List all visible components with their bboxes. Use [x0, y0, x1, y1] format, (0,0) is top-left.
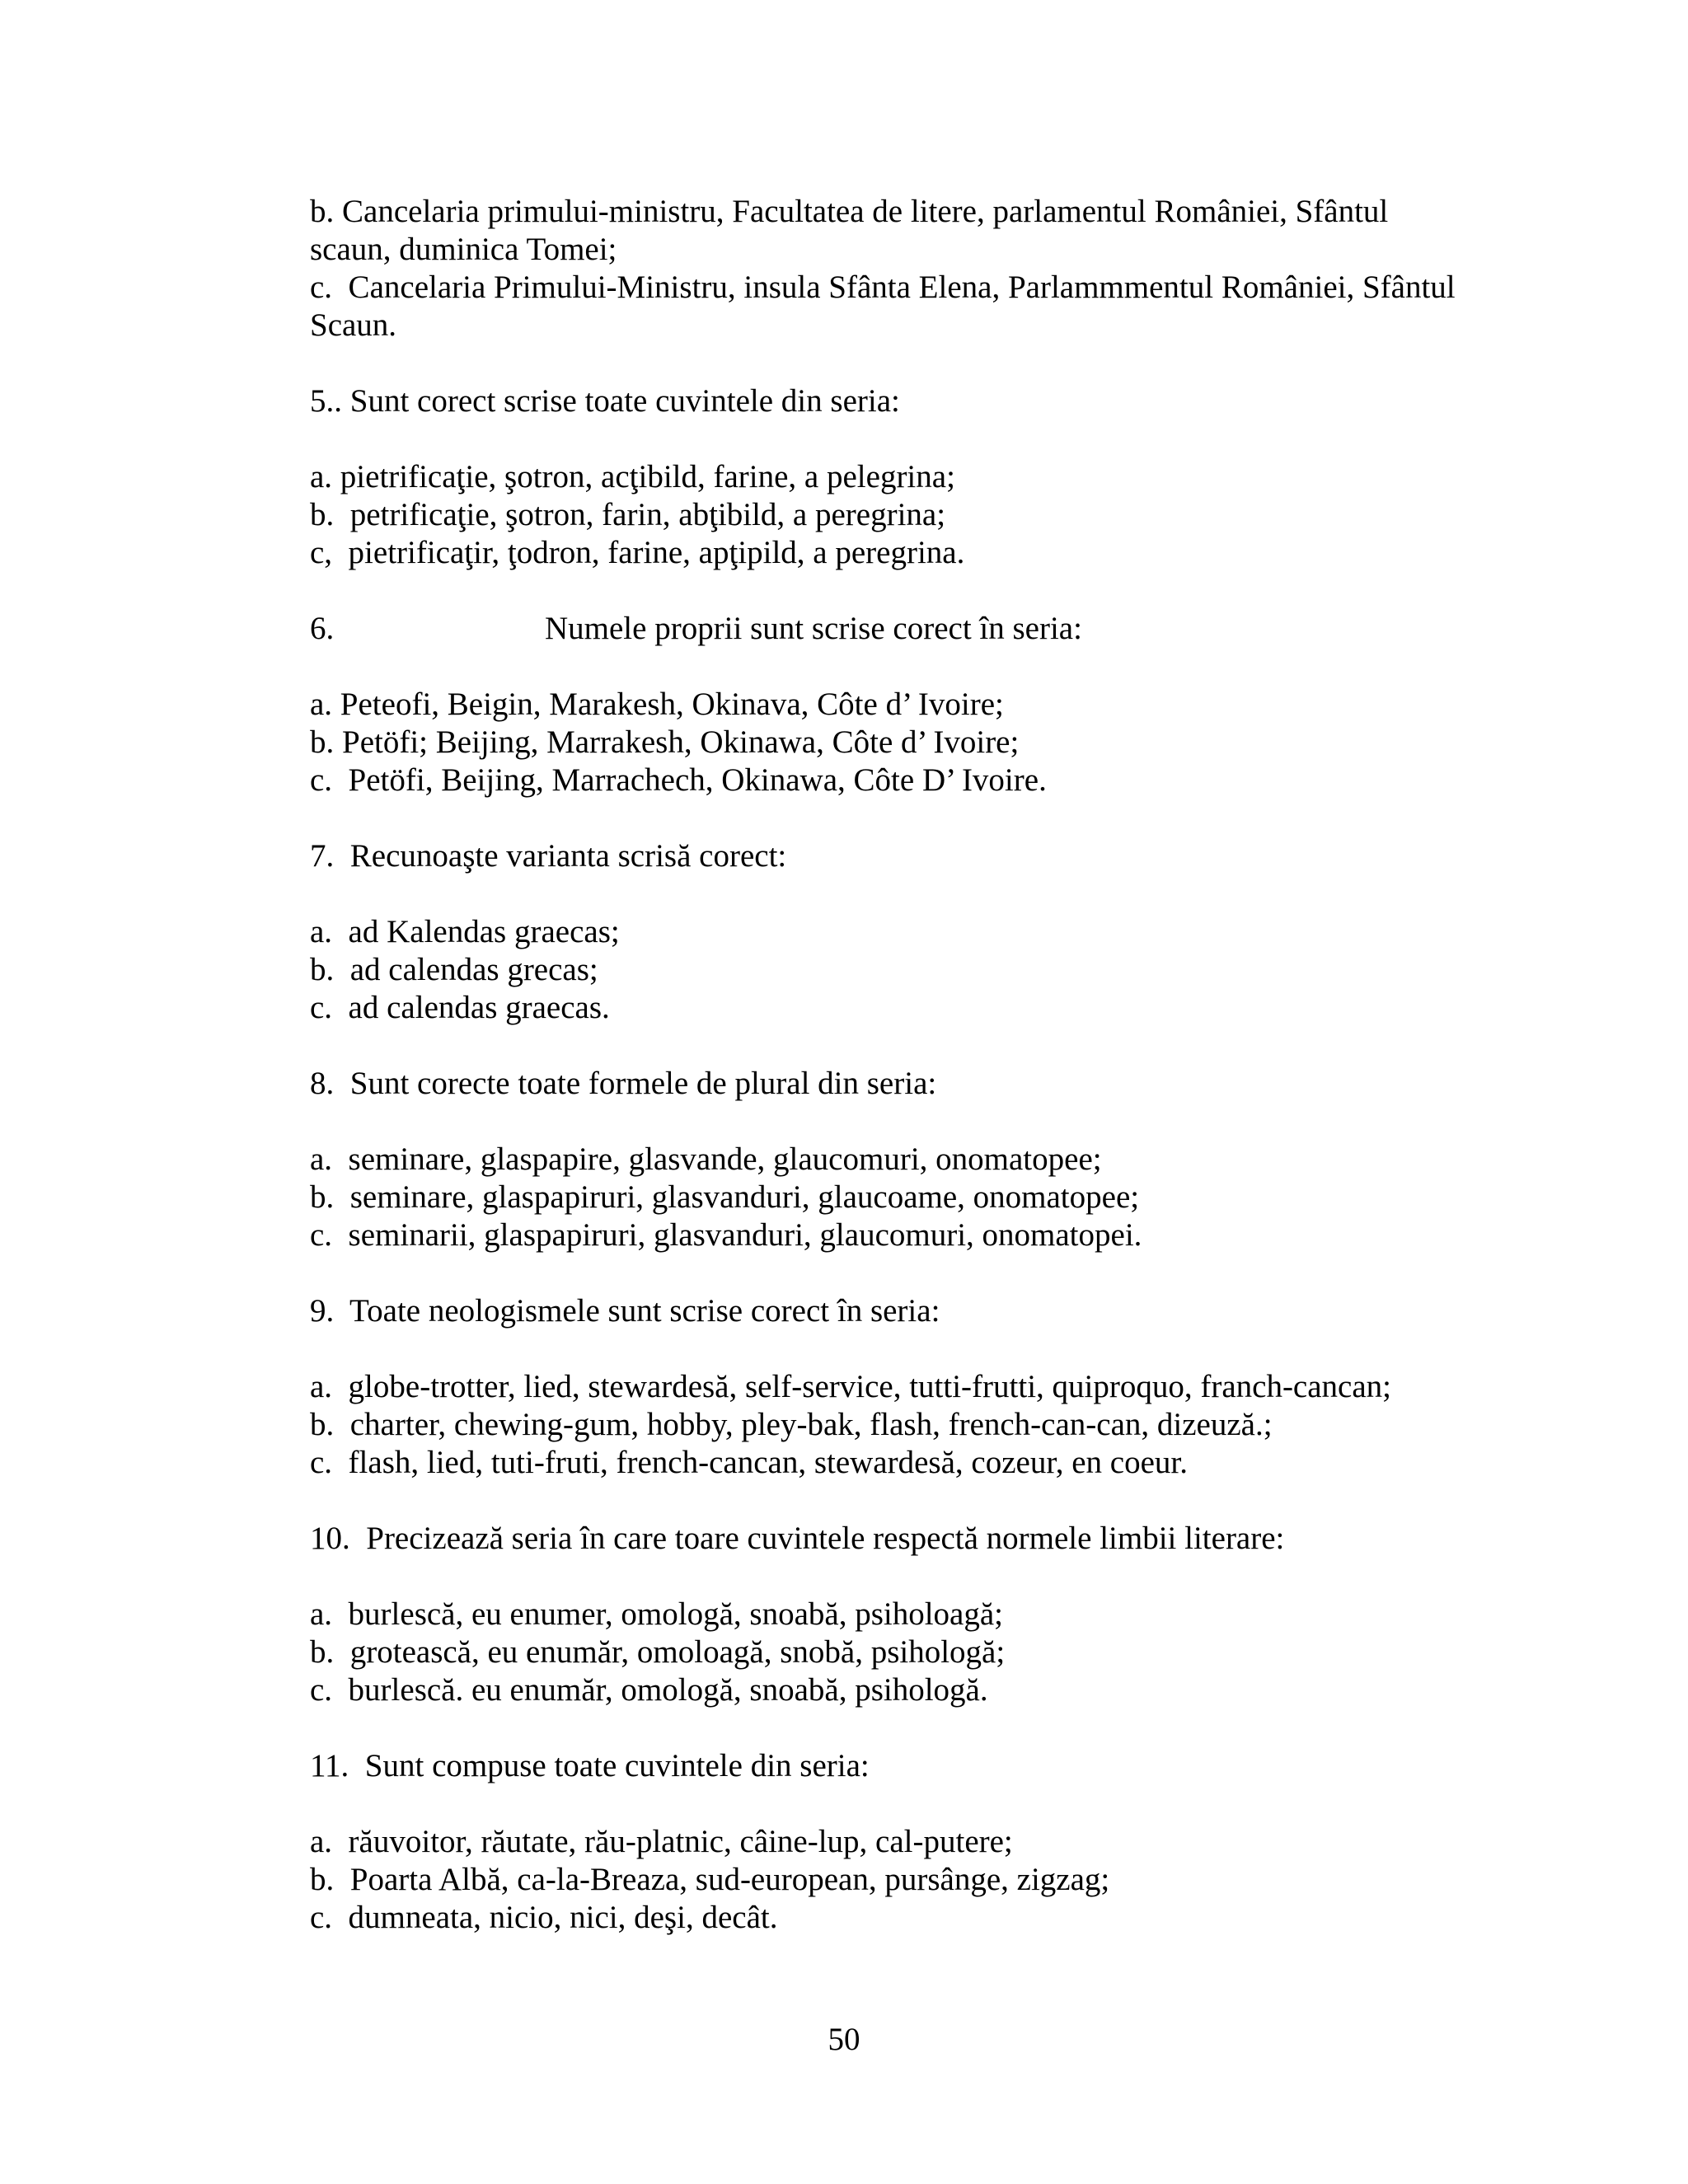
question-5-option-a: a. pietrificaţie, şotron, acţibild, farine, a pelegrina; [310, 459, 955, 494]
spacer [310, 1103, 1480, 1141]
question-6-number: 6. [310, 611, 335, 646]
spacer [310, 1709, 1480, 1747]
spacer [310, 420, 1480, 458]
question-7-option-c: c. ad calendas graecas. [310, 990, 610, 1025]
question-7-prompt: 7. Recunoaşte varianta scrisă corect: [310, 838, 787, 874]
continued-option-line: scaun, duminica Tomei; [310, 232, 617, 267]
question-6-prompt: Numele proprii sunt scrise corect în seria: [545, 611, 1082, 646]
question-10-option-b: b. grotească, eu enumăr, omoloagă, snobă, psihologă; [310, 1634, 1006, 1670]
question-9-option-b: b. charter, chewing-gum, hobby, pley-bak, flash, french-can-can, dizeuză.; [310, 1407, 1273, 1442]
question-6-heading [310, 610, 1480, 648]
page-number: 50 [828, 2022, 860, 2057]
spacer [310, 648, 1480, 686]
spacer [310, 344, 1480, 382]
question-9-prompt: 9. Toate neologismele sunt scrise corect în seria: [310, 1293, 940, 1329]
continued-option-line: Scaun. [310, 307, 397, 343]
question-5-option-c: c, pietrificaţir, ţodron, farine, apţipild, a peregrina. [310, 535, 965, 570]
continued-option-line: c. Cancelaria Primului-Ministru, insula Sfânta Elena, Parlammmentul României, Sfântul [310, 269, 1456, 305]
spacer [310, 1482, 1480, 1520]
question-5-option-b: b. petrificaţie, şotron, farin, abţibild, a peregrina; [310, 497, 946, 532]
question-10-option-c: c. burlescă. eu enumăr, omologă, snoabă, psihologă. [310, 1672, 988, 1708]
spacer [310, 875, 1480, 913]
question-5-prompt: 5.. Sunt corect scrise toate cuvintele din seria: [310, 383, 900, 419]
question-10-option-a: a. burlescă, eu enumer, omologă, snoabă, psiholoagă; [310, 1596, 1004, 1632]
spacer [310, 1254, 1480, 1292]
question-8-option-b: b. seminare, glaspapiruri, glasvanduri, glaucoame, onomatopee; [310, 1179, 1140, 1215]
question-7-option-a: a. ad Kalendas graecas; [310, 914, 620, 949]
continued-option-line: b. Cancelaria primului-ministru, Facultatea de litere, parlamentul României, Sfântul [310, 194, 1389, 229]
question-6-option-c: c. Petöfi, Beijing, Marrachech, Okinawa, Côte D’ Ivoire. [310, 762, 1047, 798]
spacer [310, 799, 1480, 837]
question-8-prompt: 8. Sunt corecte toate formele de plural din seria: [310, 1066, 937, 1101]
question-10-prompt: 10. Precizează seria în care toare cuvintele respectă normele limbii literare: [310, 1521, 1285, 1556]
question-6-option-b: b. Petöfi; Beijing, Marrakesh, Okinawa, Côte d’ Ivoire; [310, 724, 1020, 760]
question-7-option-b: b. ad calendas grecas; [310, 952, 598, 987]
question-6-option-a: a. Peteofi, Beigin, Marakesh, Okinava, Côte d’ Ivoire; [310, 687, 1004, 722]
question-9-option-c: c. flash, lied, tuti-fruti, french-cancan, stewardesă, cozeur, en coeur. [310, 1445, 1189, 1480]
page-content [310, 193, 1480, 1937]
question-11-option-b: b. Poarta Albă, ca-la-Breaza, sud-european, pursânge, zigzag; [310, 1862, 1110, 1897]
spacer [310, 572, 1480, 610]
spacer [310, 1027, 1480, 1065]
question-8-option-a: a. seminare, glaspapire, glasvande, glaucomuri, onomatopee; [310, 1141, 1102, 1177]
question-11-prompt: 11. Sunt compuse toate cuvintele din seria: [310, 1748, 870, 1783]
spacer [310, 1330, 1480, 1368]
question-8-option-c: c. seminarii, glaspapiruri, glasvanduri, glaucomuri, onomatopei. [310, 1217, 1142, 1253]
spacer [310, 1785, 1480, 1823]
question-9-option-a: a. globe-trotter, lied, stewardesă, self-service, tutti-frutti, quiproquo, franch-cancan; [310, 1369, 1392, 1404]
question-11-option-a: a. răuvoitor, răutate, rău-platnic, câine-lup, cal-putere; [310, 1824, 1013, 1859]
spacer [310, 1558, 1480, 1596]
question-11-option-c: c. dumneata, nicio, nici, deşi, decât. [310, 1900, 778, 1935]
